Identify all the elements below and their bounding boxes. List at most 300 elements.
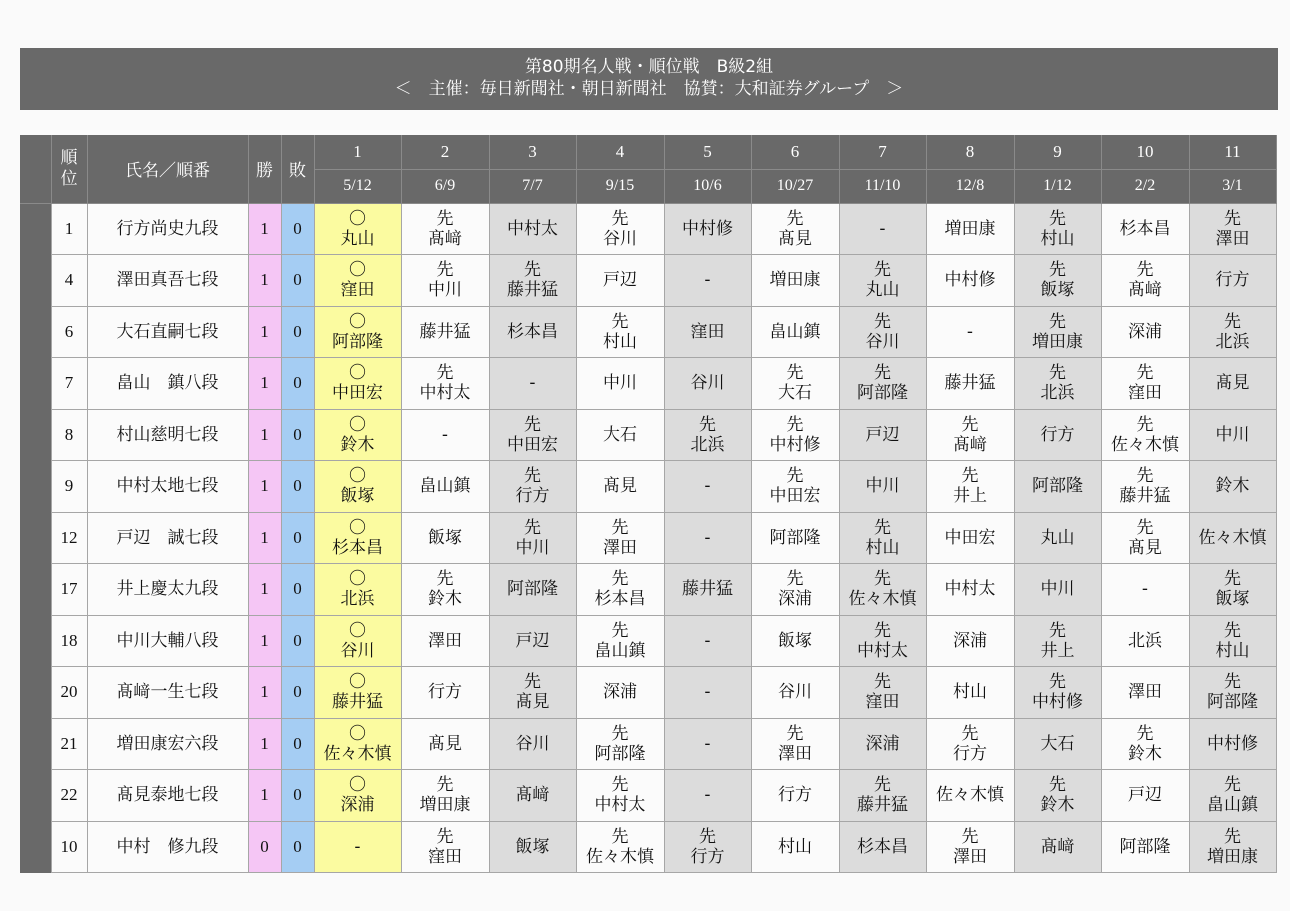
first-move-mark: 先 [786, 723, 804, 744]
opponent-name: 阿部隆 [594, 743, 646, 764]
losses-cell: 0 [281, 770, 314, 822]
round-date-7: 11/10 [839, 169, 926, 203]
opponent-name: 北浜 [1215, 331, 1250, 352]
game-cell [839, 306, 926, 358]
game-cell [576, 667, 664, 719]
table-row [20, 615, 1276, 667]
game-cell [314, 255, 401, 307]
game-cell [664, 564, 751, 616]
game-cell [751, 203, 839, 255]
wins-cell: 1 [248, 461, 281, 513]
table-row [20, 770, 1276, 822]
game-cell [1014, 770, 1101, 822]
player-name: 中川大輔八段 [87, 615, 248, 667]
game-cell [1014, 718, 1101, 770]
opponent-name: 阿部隆 [857, 383, 908, 404]
opponent-name: - [704, 630, 711, 651]
opponent-name: 髙見 [603, 476, 637, 497]
game-cell [401, 461, 489, 513]
losses-cell: 0 [281, 409, 314, 461]
first-move-mark: 先 [1224, 672, 1241, 693]
game-cell [1189, 718, 1276, 770]
opponent-name: 阿部隆 [1032, 476, 1083, 497]
first-move-mark: 先 [874, 517, 891, 538]
first-move-mark: 先 [1136, 517, 1154, 538]
first-move-mark: 先 [786, 363, 804, 384]
first-move-mark: 先 [1136, 260, 1154, 281]
first-move-mark: 先 [874, 363, 891, 384]
game-cell [1189, 564, 1276, 616]
game-cell [401, 306, 489, 358]
game-cell [1014, 306, 1101, 358]
game-cell [664, 821, 751, 873]
opponent-name: 中川 [428, 280, 462, 301]
game-cell [751, 409, 839, 461]
opponent-name: 佐々木慎 [586, 846, 654, 867]
game-cell [401, 255, 489, 307]
game-cell [664, 512, 751, 564]
first-move-mark: 先 [611, 569, 629, 590]
opponent-name: 谷川 [340, 640, 375, 661]
opponent-name: 杉本昌 [1119, 218, 1171, 239]
game-cell [839, 461, 926, 513]
game-cell [839, 358, 926, 410]
game-cell [926, 564, 1014, 616]
rank-header: 順位 [51, 135, 87, 203]
opponent-name: - [704, 682, 711, 703]
game-cell [751, 770, 839, 822]
losses-cell: 0 [281, 564, 314, 616]
opponent-name: 増田康 [1207, 846, 1258, 867]
player-name: 中村 修九段 [87, 821, 248, 873]
first-move-mark: 先 [1224, 826, 1241, 847]
first-move-mark: 先 [611, 775, 629, 796]
opponent-name: 増田康 [419, 795, 471, 816]
opponent-name: 深浦 [603, 682, 637, 703]
game-cell [1014, 821, 1101, 873]
game-cell [1101, 770, 1189, 822]
opponent-name: 澤田 [778, 743, 812, 764]
opponent-name: 深浦 [340, 795, 375, 816]
opponent-name: 村山 [778, 836, 812, 857]
game-cell [1014, 512, 1101, 564]
game-cell [1101, 461, 1189, 513]
game-cell [576, 615, 664, 667]
game-cell [664, 615, 751, 667]
round-date-6: 10/27 [751, 169, 839, 203]
opponent-name: 佐々木慎 [936, 785, 1004, 806]
win-mark: 〇 [349, 414, 366, 435]
win-mark: 〇 [349, 311, 366, 332]
wins-cell: 1 [248, 512, 281, 564]
opponent-name: 大石 [603, 424, 637, 445]
round-number-1: 1 [314, 135, 401, 169]
win-mark: 〇 [349, 569, 366, 590]
wins-cell: 1 [248, 409, 281, 461]
opponent-name: 中川 [1215, 424, 1250, 445]
game-cell [401, 358, 489, 410]
first-move-mark: 先 [611, 620, 629, 641]
game-cell [926, 358, 1014, 410]
round-number-2: 2 [401, 135, 489, 169]
round-number-5: 5 [664, 135, 751, 169]
player-name: 村山慈明七段 [87, 409, 248, 461]
opponent-name: 佐々木慎 [323, 743, 392, 764]
opponent-name: 中村太 [594, 795, 646, 816]
table-row [20, 358, 1276, 410]
opponent-name: 井上 [953, 486, 987, 507]
opponent-name: 村山 [603, 331, 637, 352]
opponent-name: 佐々木慎 [1198, 527, 1267, 548]
player-name: 増田康宏六段 [87, 718, 248, 770]
first-move-mark: 先 [874, 569, 891, 590]
opponent-name: 飯塚 [1040, 280, 1075, 301]
win-mark: 〇 [349, 672, 366, 693]
game-cell [489, 461, 576, 513]
opponent-name: 鈴木 [1040, 795, 1075, 816]
first-move-mark: 先 [436, 363, 454, 384]
first-move-mark: 先 [1224, 620, 1241, 641]
opponent-name: - [441, 424, 449, 445]
game-cell [926, 667, 1014, 719]
game-cell [489, 203, 576, 255]
game-cell [1189, 667, 1276, 719]
win-mark: 〇 [349, 208, 366, 229]
first-move-mark: 先 [524, 414, 541, 435]
table-row [20, 409, 1276, 461]
opponent-name: 大石 [778, 383, 812, 404]
first-move-mark: 先 [1049, 620, 1066, 641]
rank-cell: 7 [51, 358, 87, 410]
opponent-name: 行方 [690, 846, 725, 867]
opponent-name: 深浦 [953, 630, 987, 651]
game-cell [1101, 821, 1189, 873]
game-cell [576, 512, 664, 564]
game-cell [1101, 718, 1189, 770]
game-cell [839, 718, 926, 770]
first-move-mark: 先 [1136, 723, 1154, 744]
game-cell [1101, 306, 1189, 358]
game-cell [1101, 667, 1189, 719]
game-cell [1189, 512, 1276, 564]
game-cell [314, 770, 401, 822]
opponent-name: 畠山鎮 [419, 476, 471, 497]
opponent-name: 中村修 [1032, 692, 1083, 713]
row-margin [20, 512, 51, 564]
first-move-mark: 先 [524, 517, 541, 538]
opponent-name: 井上 [1040, 640, 1075, 661]
opponent-name: 窪田 [1128, 383, 1162, 404]
rank-cell: 1 [51, 203, 87, 255]
opponent-name: 藤井猛 [857, 795, 908, 816]
opponent-name: 阿部隆 [769, 527, 821, 548]
game-cell [576, 306, 664, 358]
row-margin [20, 203, 51, 255]
opponent-name: 澤田 [953, 846, 987, 867]
game-cell [926, 512, 1014, 564]
standings-table [20, 135, 1277, 873]
opponent-name: - [354, 836, 361, 857]
opponent-name: - [966, 321, 974, 342]
opponent-name: 鈴木 [1215, 476, 1250, 497]
opponent-name: 谷川 [515, 733, 550, 754]
opponent-name: 中村太 [944, 579, 996, 600]
game-cell [1014, 667, 1101, 719]
game-cell [401, 203, 489, 255]
round-date-10: 2/2 [1101, 169, 1189, 203]
opponent-name: 髙﨑 [428, 228, 462, 249]
opponent-name: 澤田 [428, 630, 462, 651]
game-cell [314, 564, 401, 616]
row-margin [20, 821, 51, 873]
losses-cell: 0 [281, 718, 314, 770]
game-cell [751, 564, 839, 616]
losses-cell: 0 [281, 255, 314, 307]
player-name: 井上慶太九段 [87, 564, 248, 616]
opponent-name: 畠山鎮 [594, 640, 646, 661]
wins-cell: 0 [248, 821, 281, 873]
first-move-mark: 先 [874, 775, 891, 796]
opponent-name: 増田康 [944, 218, 996, 239]
wins-cell: 1 [248, 718, 281, 770]
opponent-name: - [704, 733, 711, 754]
game-cell [489, 615, 576, 667]
opponent-name: 戸辺 [515, 630, 550, 651]
game-cell [314, 203, 401, 255]
wins-cell: 1 [248, 615, 281, 667]
game-cell [839, 255, 926, 307]
opponent-name: 北浜 [1040, 383, 1075, 404]
first-move-mark: 先 [874, 620, 891, 641]
opponent-name: 杉本昌 [507, 321, 558, 342]
losses-cell: 0 [281, 512, 314, 564]
opponent-name: 鈴木 [428, 589, 462, 610]
table-row [20, 255, 1276, 307]
first-move-mark: 先 [1136, 466, 1154, 487]
game-cell [926, 409, 1014, 461]
losses-cell: 0 [281, 306, 314, 358]
first-move-mark: 先 [524, 466, 541, 487]
game-cell [664, 203, 751, 255]
game-cell [576, 564, 664, 616]
game-cell [1014, 255, 1101, 307]
opponent-name: 藤井猛 [507, 280, 558, 301]
game-cell [751, 255, 839, 307]
opponent-name: 村山 [865, 537, 900, 558]
losses-cell: 0 [281, 667, 314, 719]
game-cell [1101, 615, 1189, 667]
game-cell [751, 667, 839, 719]
game-cell [1101, 409, 1189, 461]
first-move-mark: 先 [524, 260, 541, 281]
game-cell [664, 461, 751, 513]
game-cell [751, 512, 839, 564]
game-cell [664, 667, 751, 719]
first-move-mark: 先 [1224, 311, 1241, 332]
opponent-name: 北浜 [690, 434, 725, 455]
opponent-name: 飯塚 [1215, 589, 1250, 610]
game-cell [489, 564, 576, 616]
first-move-mark: 先 [1136, 363, 1154, 384]
wins-cell: 1 [248, 306, 281, 358]
game-cell [664, 255, 751, 307]
win-mark: 〇 [349, 363, 366, 384]
title-banner [20, 48, 1278, 110]
round-date-8: 12/8 [926, 169, 1014, 203]
first-move-mark: 先 [611, 311, 629, 332]
opponent-name: 澤田 [1215, 228, 1250, 249]
game-cell [839, 409, 926, 461]
win-mark: 〇 [349, 620, 366, 641]
first-move-mark: 先 [524, 672, 541, 693]
game-cell [926, 718, 1014, 770]
row-margin [20, 306, 51, 358]
first-move-mark: 先 [1224, 775, 1241, 796]
opponent-name: - [704, 785, 711, 806]
round-number-3: 3 [489, 135, 576, 169]
opponent-name: 行方 [1040, 424, 1075, 445]
table-row [20, 718, 1276, 770]
round-date-11: 3/1 [1189, 169, 1276, 203]
game-cell [926, 615, 1014, 667]
page-title: 第80期名人戦・順位戦 B級2組 [524, 57, 774, 77]
game-cell [489, 409, 576, 461]
opponent-name: 谷川 [865, 331, 900, 352]
header-margin [20, 135, 51, 203]
first-move-mark: 先 [961, 723, 979, 744]
round-number-9: 9 [1014, 135, 1101, 169]
game-cell [1014, 409, 1101, 461]
opponent-name: 杉本昌 [332, 537, 383, 558]
opponent-name: 深浦 [778, 589, 812, 610]
game-cell [489, 512, 576, 564]
wins-header: 勝 [248, 135, 281, 203]
player-name: 中村太地七段 [87, 461, 248, 513]
game-cell [751, 358, 839, 410]
game-cell [1189, 409, 1276, 461]
table-row [20, 667, 1276, 719]
game-cell [1189, 821, 1276, 873]
player-name: 大石直嗣七段 [87, 306, 248, 358]
opponent-name: 中川 [1040, 579, 1075, 600]
rank-cell: 4 [51, 255, 87, 307]
round-number-7: 7 [839, 135, 926, 169]
first-move-mark: 先 [961, 826, 979, 847]
game-cell [839, 203, 926, 255]
game-cell [314, 512, 401, 564]
game-cell [576, 770, 664, 822]
losses-header: 敗 [281, 135, 314, 203]
game-cell [839, 564, 926, 616]
row-margin [20, 461, 51, 513]
game-cell [314, 306, 401, 358]
game-cell [314, 461, 401, 513]
win-mark: 〇 [349, 260, 366, 281]
game-cell [576, 358, 664, 410]
game-cell [401, 409, 489, 461]
game-cell [314, 667, 401, 719]
opponent-name: - [529, 373, 536, 394]
game-cell [401, 821, 489, 873]
opponent-name: 窪田 [428, 846, 462, 867]
opponent-name: 髙見 [515, 692, 550, 713]
first-move-mark: 先 [436, 260, 454, 281]
opponent-name: 丸山 [1040, 527, 1075, 548]
opponent-name: 村山 [1215, 640, 1250, 661]
round-number-4: 4 [576, 135, 664, 169]
opponent-name: 窪田 [690, 321, 725, 342]
opponent-name: 谷川 [690, 373, 725, 394]
opponent-name: 藤井猛 [682, 579, 733, 600]
opponent-name: 大石 [1040, 733, 1075, 754]
rank-cell: 9 [51, 461, 87, 513]
game-cell [1101, 564, 1189, 616]
losses-cell: 0 [281, 615, 314, 667]
opponent-name: 谷川 [603, 228, 637, 249]
game-cell [751, 718, 839, 770]
rank-cell: 20 [51, 667, 87, 719]
opponent-name: - [879, 218, 886, 239]
game-cell [1101, 255, 1189, 307]
opponent-name: 増田康 [769, 270, 821, 291]
game-cell [839, 615, 926, 667]
table-row [20, 564, 1276, 616]
opponent-name: 杉本昌 [857, 836, 908, 857]
game-cell [1101, 512, 1189, 564]
losses-cell: 0 [281, 821, 314, 873]
wins-cell: 1 [248, 358, 281, 410]
win-mark: 〇 [349, 723, 366, 744]
opponent-name: 飯塚 [778, 630, 812, 651]
opponent-name: 中村修 [944, 270, 996, 291]
game-cell [489, 821, 576, 873]
first-move-mark: 先 [874, 311, 891, 332]
game-cell [401, 770, 489, 822]
opponent-name: 丸山 [865, 280, 900, 301]
game-cell [839, 770, 926, 822]
player-name: 髙﨑一生七段 [87, 667, 248, 719]
first-move-mark: 先 [874, 260, 891, 281]
rank-cell: 12 [51, 512, 87, 564]
opponent-name: 村山 [953, 682, 987, 703]
opponent-name: 澤田 [1128, 682, 1162, 703]
first-move-mark: 先 [611, 208, 629, 229]
opponent-name: 藤井猛 [332, 692, 383, 713]
opponent-name: 中田宏 [944, 527, 996, 548]
game-cell [489, 306, 576, 358]
losses-cell: 0 [281, 358, 314, 410]
round-number-11: 11 [1189, 135, 1276, 169]
game-cell [1014, 358, 1101, 410]
game-cell [664, 770, 751, 822]
game-cell [1189, 358, 1276, 410]
opponent-name: 髙見 [1128, 537, 1162, 558]
opponent-name: 髙見 [428, 733, 462, 754]
game-cell [664, 306, 751, 358]
opponent-name: 阿部隆 [1119, 836, 1171, 857]
opponent-name: 増田康 [1032, 331, 1083, 352]
game-cell [401, 667, 489, 719]
table-row [20, 203, 1276, 255]
first-move-mark: 先 [786, 414, 804, 435]
opponent-name: 藤井猛 [419, 321, 471, 342]
table-row [20, 512, 1276, 564]
round-date-9: 1/12 [1014, 169, 1101, 203]
opponent-name: 中川 [603, 373, 637, 394]
opponent-name: 阿部隆 [1207, 692, 1258, 713]
opponent-name: 窪田 [340, 280, 375, 301]
game-cell [1189, 770, 1276, 822]
